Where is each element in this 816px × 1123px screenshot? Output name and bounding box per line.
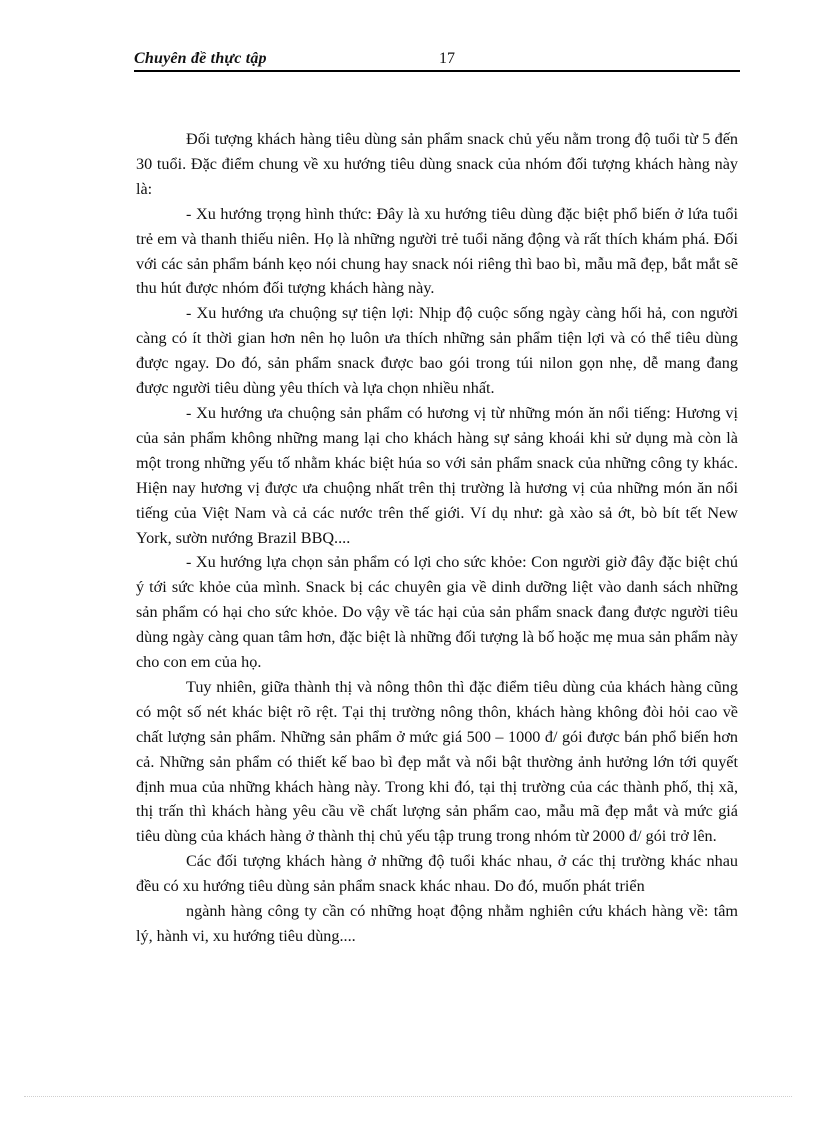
paragraph: Tuy nhiên, giữa thành thị và nông thôn thì đặc điểm tiêu dùng của khách hàng cũng có một số nét khác biệt rõ rệt. Tại thị trường nông thôn, khách hàng không đòi hỏi cao về chất lượng sản phẩm. Những sản phẩm ở mức giá 500 – 1000 đ/ gói được bán phổ biến hơn cả. Những sản phẩm có thiết kế bao bì đẹp mắt và nổi bật thường ảnh hưởng lớn tới quyết định mua của những khách hàng này. Trong khi đó, tại thị trường của các thành phố, thị xã, thị trấn thì khách hàng yêu cầu về chất lượng sản phẩm cao, mẫu mã đẹp mắt và mức giá tiêu dùng của khách hàng ở thành thị chủ yếu tập trung trong nhóm từ 2000 đ/ gói trở lên. bbox=[136, 677, 738, 846]
paragraph: - Xu hướng lựa chọn sản phẩm có lợi cho sức khỏe: Con người giờ đây đặc biệt chú ý tới sức khỏe của mình. Snack bị các chuyên gia về dinh dưỡng liệt vào danh sách những sản phẩm có hại cho sức khỏe. Do vậy về tác hại của sản phẩm snack đang được người tiêu dùng ngày càng quan tâm hơn, đặc biệt là những đối tượng là bố hoặc mẹ mua sản phẩm này cho con em của họ. bbox=[136, 553, 738, 672]
page-number: 17 bbox=[439, 50, 455, 67]
page-bottom-divider bbox=[24, 1096, 792, 1097]
paragraph: ngành hàng công ty cần có những hoạt động nhằm nghiên cứu khách hàng về: tâm lý, hành vi, xu hướng tiêu dùng.... bbox=[136, 902, 738, 945]
document-title: Chuyên đề thực tập bbox=[134, 50, 267, 67]
paragraph: - Xu hướng ưa chuộng sản phẩm có hương vị từ những món ăn nổi tiếng: Hương vị của sản phẩm không những mang lại cho khách hàng sự sảng khoái khi sử dụng mà còn là một trong những yếu tố nhằm khác biệt húa so với sản phẩm snack của những công ty khác. Hiện nay hương vị được ưa chuộng nhất trên thị trường là hương vị của những món ăn nổi tiếng của Việt Nam và cả các nước trên thế giới. Ví dụ như: gà xào sả ớt, bò bít tết New York, sườn nướng Brazil BBQ.... bbox=[136, 403, 738, 547]
paragraph: - Xu hướng ưa chuộng sự tiện lợi: Nhịp độ cuộc sống ngày càng hối hả, con người càng có ít thời gian hơn nên họ luôn ưa thích những sản phẩm tiện lợi và có thể tiêu dùng được ngay. Do đó, sản phẩm snack được bao gói trong túi nilon gọn nhẹ, dễ mang đang được người tiêu dùng yêu thích và lựa chọn nhiều nhất. bbox=[136, 304, 738, 398]
paragraph: Các đối tượng khách hàng ở những độ tuổi khác nhau, ở các thị trường khác nhau đều có xu hướng tiêu dùng sản phẩm snack khác nhau. Do đó, muốn phát triển bbox=[136, 852, 738, 896]
page-header bbox=[134, 48, 740, 72]
paragraph: - Xu hướng trọng hình thức: Đây là xu hướng tiêu dùng đặc biệt phổ biến ở lứa tuổi trẻ em và thanh thiếu niên. Họ là những người trẻ tuổi năng động và rất thích khám phá. Đối với các sản phẩm bánh kẹo nói chung hay snack nói riêng thì bao bì, mẫu mã đẹp, bắt mắt sẽ thu hút được nhóm đối tượng khách hàng này. bbox=[136, 204, 738, 298]
document-body bbox=[136, 127, 738, 949]
paragraph: Đối tượng khách hàng tiêu dùng sản phẩm snack chủ yếu nằm trong độ tuổi từ 5 đến 30 tuổi. Đặc điểm chung về xu hướng tiêu dùng snack của nhóm đối tượng khách hàng này là: bbox=[136, 130, 738, 198]
